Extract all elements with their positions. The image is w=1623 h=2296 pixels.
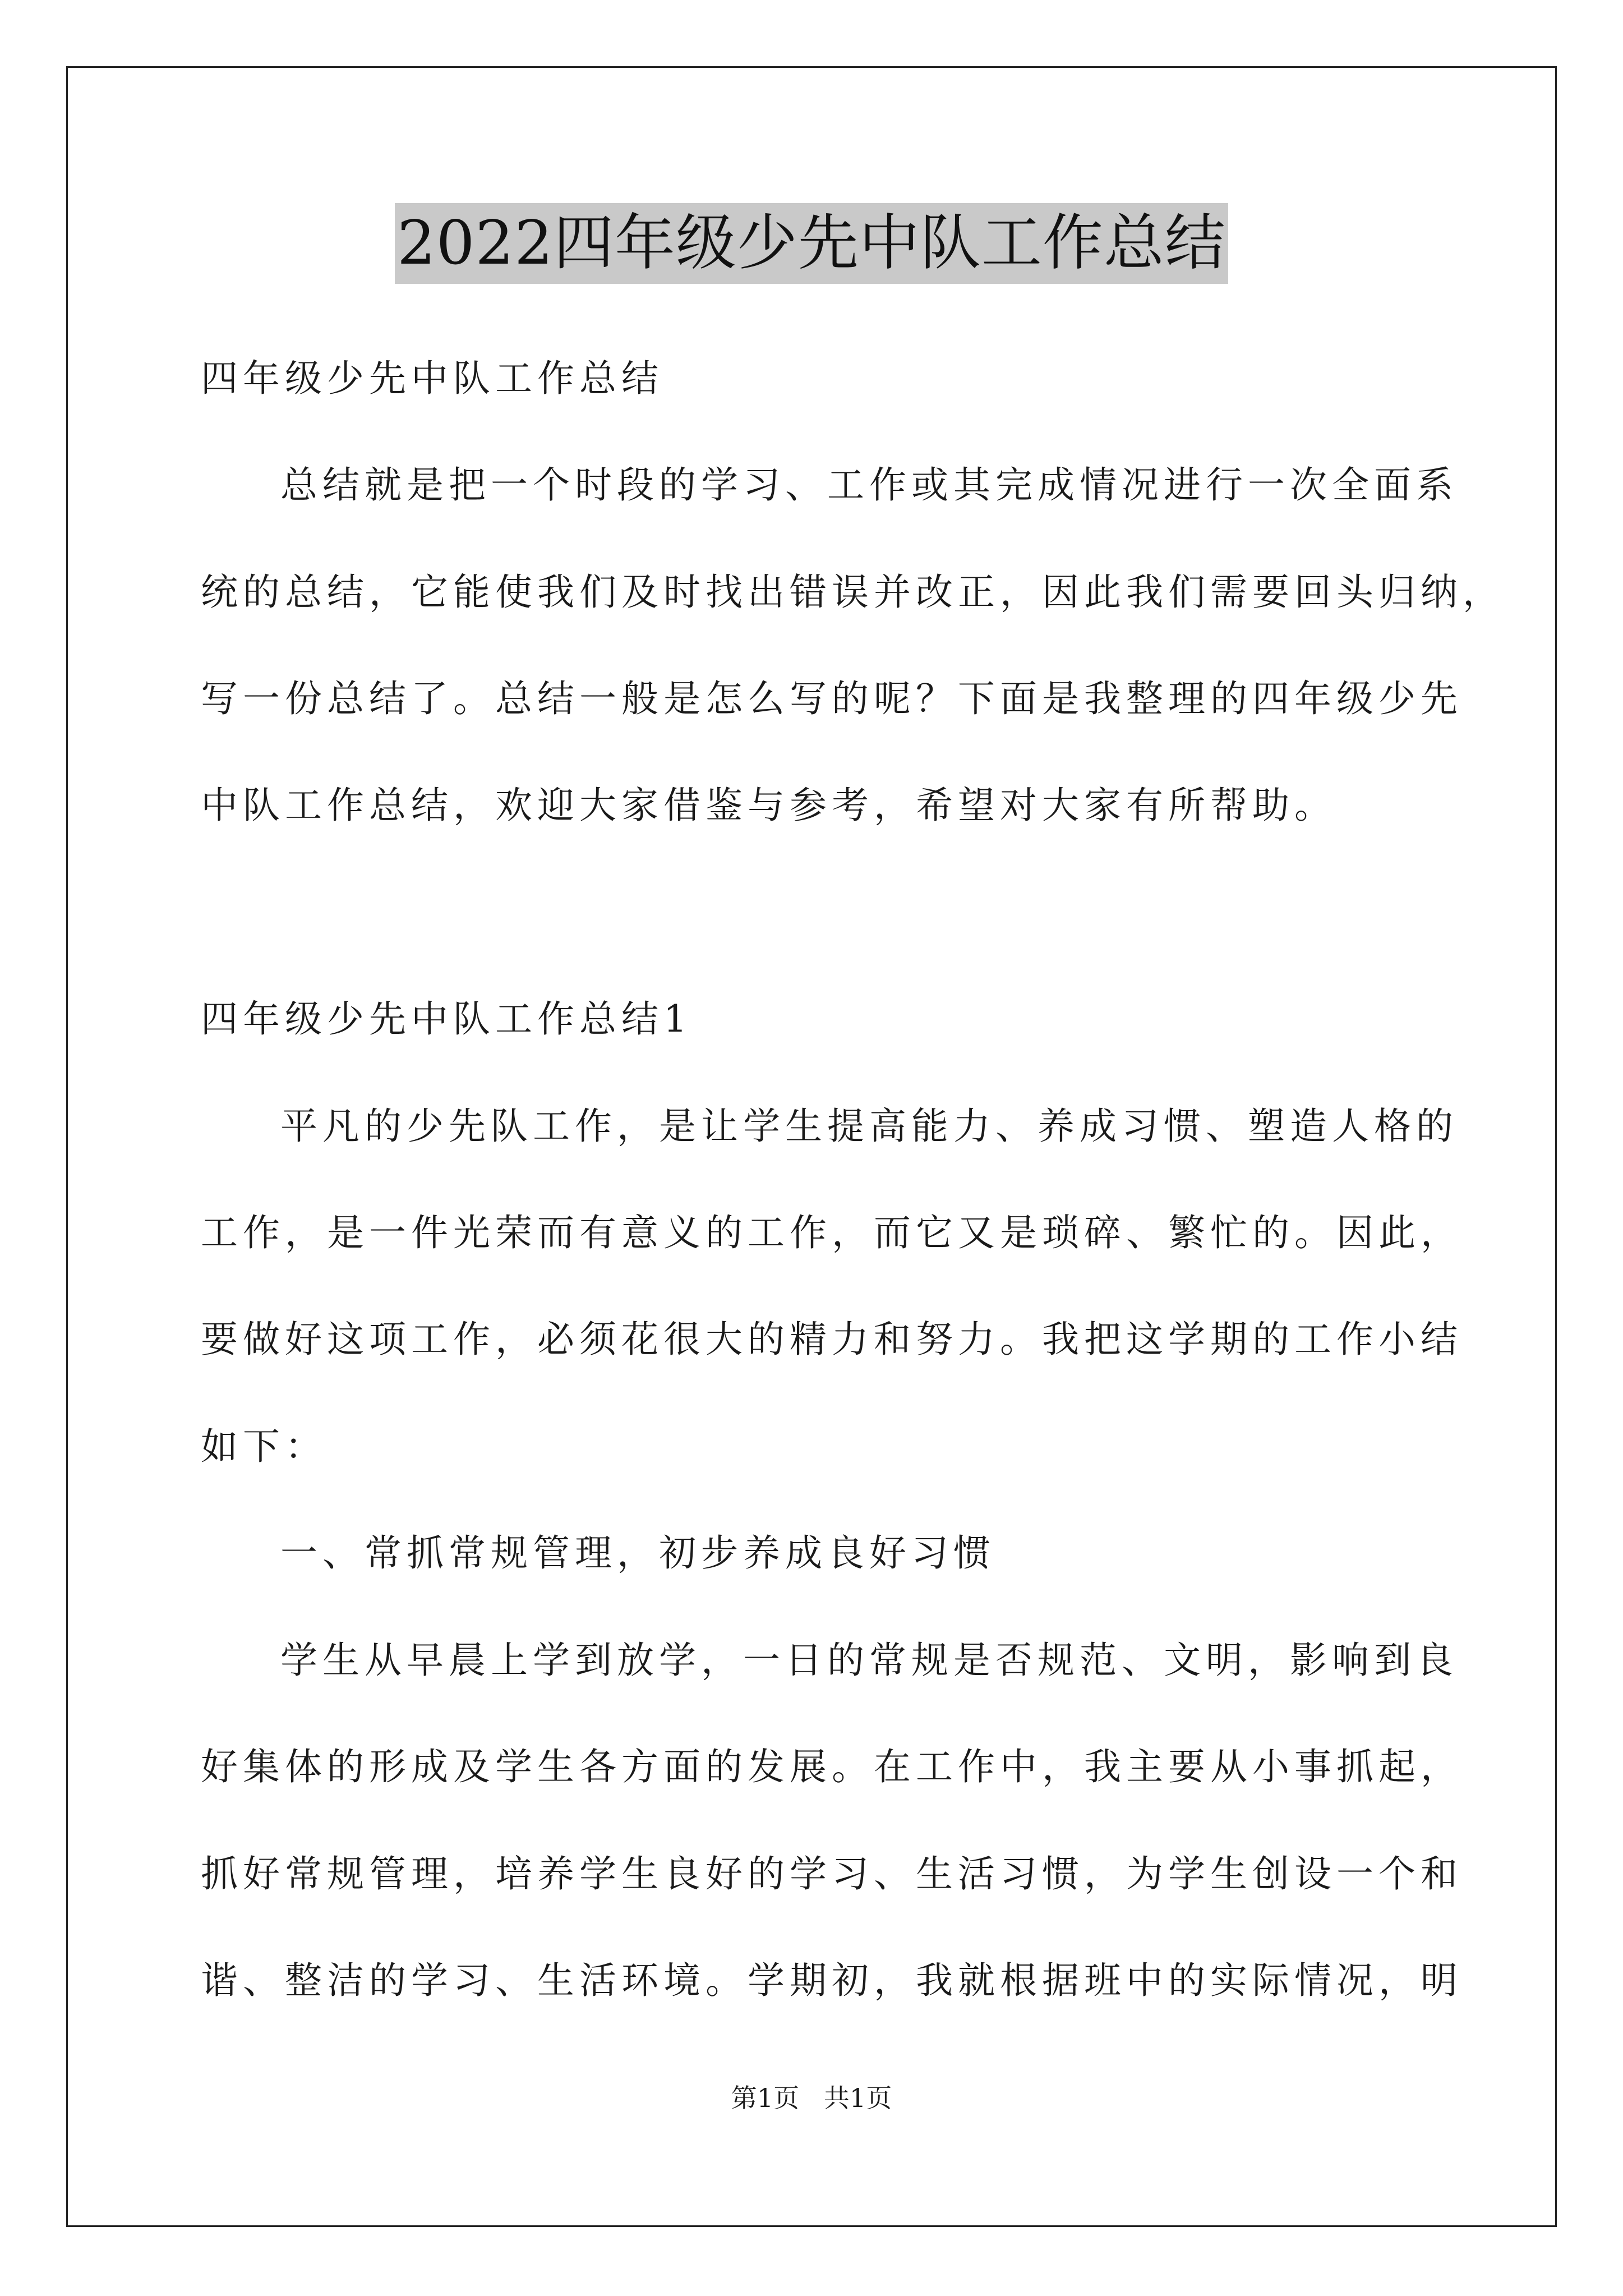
title-container bbox=[0, 203, 1623, 284]
page-footer: 第1页 共1页 bbox=[731, 2083, 892, 2113]
subheading-line: 一、常抓常规管理，初步养成良好习惯 bbox=[280, 1531, 995, 1575]
document-title: 2022四年级少先中队工作总结 bbox=[395, 203, 1228, 284]
paragraph-line: 工作，是一件光荣而有意义的工作，而它又是琐碎、繁忙的。因此， bbox=[201, 1211, 1463, 1254]
paragraph-line: 谐、整洁的学习、生活环境。学期初，我就根据班中的实际情况，明 bbox=[201, 1959, 1463, 2002]
paragraph-line: 学生从早晨上学到放学，一日的常规是否规范、文明，影响到良 bbox=[280, 1639, 1458, 1682]
paragraph-line: 要做好这项工作，必须花很大的精力和努力。我把这学期的工作小结 bbox=[201, 1318, 1463, 1361]
paragraph-line: 写一份总结了。总结一般是怎么写的呢？下面是我整理的四年级少先 bbox=[201, 677, 1463, 720]
section-heading-intro: 四年级少先中队工作总结 bbox=[201, 357, 663, 400]
section-heading-1: 四年级少先中队工作总结1 bbox=[201, 997, 692, 1041]
paragraph-line: 抓好常规管理，培养学生良好的学习、生活习惯，为学生创设一个和 bbox=[201, 1852, 1463, 1895]
paragraph-line: 如下： bbox=[201, 1425, 327, 1468]
paragraph-line: 中队工作总结，欢迎大家借鉴与参考，希望对大家有所帮助。 bbox=[201, 784, 1336, 827]
paragraph-line: 总结就是把一个时段的学习、工作或其完成情况进行一次全面系 bbox=[280, 463, 1458, 507]
paragraph-line: 统的总结，它能使我们及时找出错误并改正，因此我们需要回头归纳， bbox=[201, 570, 1505, 614]
paragraph-line: 好集体的形成及学生各方面的发展。在工作中，我主要从小事抓起， bbox=[201, 1745, 1463, 1788]
paragraph-line: 平凡的少先队工作，是让学生提高能力、养成习惯、塑造人格的 bbox=[280, 1105, 1458, 1148]
